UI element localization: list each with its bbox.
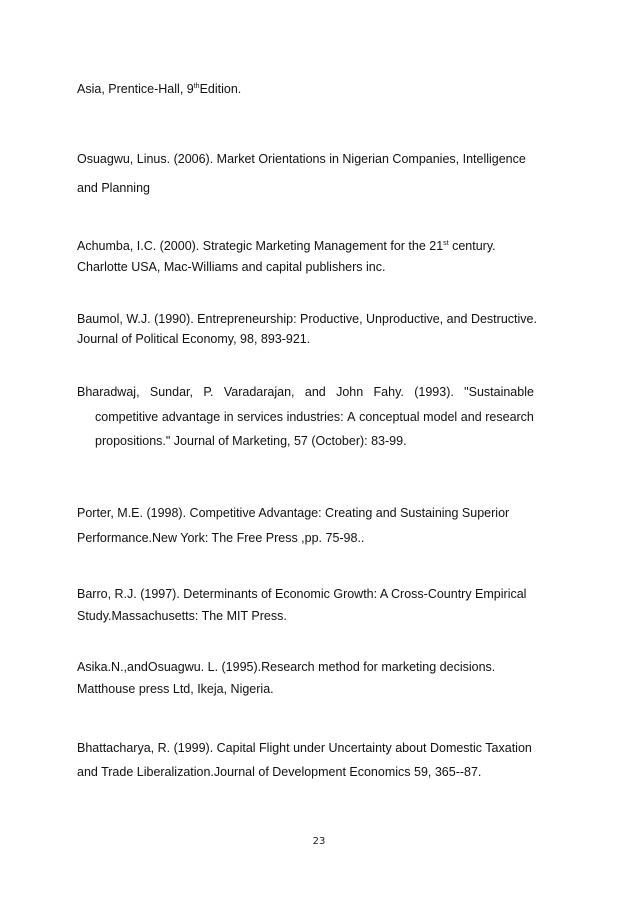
ref-text: Asia, Prentice-Hall, 9: [77, 82, 194, 96]
superscript: th: [193, 82, 200, 90]
reference-line: Performance.New York: The Free Press ,pp. 75-98..: [77, 531, 365, 545]
reference-line: [77, 384, 534, 400]
ref-word: research: [485, 410, 534, 424]
ref-text: century.: [448, 239, 496, 253]
reference-line: [77, 81, 241, 97]
ref-word: services: [237, 410, 283, 424]
reference-line: propositions." Journal of Marketing, 57 (October): 83-99.: [95, 434, 407, 448]
reference-line: and Trade Liberalization.Journal of Development Economics 59, 365--87.: [77, 765, 482, 779]
ref-word: in: [223, 410, 234, 424]
ref-word: A: [347, 410, 356, 424]
ref-word: Bharadwaj,: [77, 385, 140, 399]
reference-line: Journal of Political Economy, 98, 893-921.: [77, 332, 311, 346]
reference-line: and Planning: [77, 181, 150, 195]
ref-word: and: [460, 410, 482, 424]
ref-word: conceptual: [359, 410, 420, 424]
reference-line: Asika.N.,andOsuagwu. L. (1995).Research method for marketing decisions.: [77, 660, 496, 674]
reference-line: Matthouse press Ltd, Ikeja, Nigeria.: [77, 682, 274, 696]
ref-text: Edition.: [199, 82, 242, 96]
reference-line: Charlotte USA, Mac-Williams and capital publishers inc.: [77, 260, 386, 274]
reference-line: Barro, R.J. (1997). Determinants of Economic Growth: A Cross-Country Empirical: [77, 587, 527, 601]
reference-line: [95, 409, 534, 425]
ref-text: Achumba, I.C. (2000). Strategic Marketing Management for the 21: [77, 239, 444, 253]
ref-word: Fahy.: [373, 385, 404, 399]
reference-line: Bhattacharya, R. (1999). Capital Flight under Uncertainty about Domestic Taxation: [77, 741, 532, 755]
ref-word: P.: [203, 385, 214, 399]
ref-word: Sundar,: [149, 385, 193, 399]
ref-word: "Sustainable: [464, 385, 534, 399]
page-number: 23: [312, 836, 326, 847]
reference-line: Baumol, W.J. (1990). Entrepreneurship: Productive, Unproductive, and Destructive.: [77, 312, 537, 326]
superscript: st: [443, 239, 449, 247]
ref-word: model: [423, 410, 458, 424]
ref-word: competitive: [95, 410, 159, 424]
reference-line: Study.Massachusetts: The MIT Press.: [77, 609, 287, 623]
ref-word: and: [304, 385, 326, 399]
ref-word: industries:: [286, 410, 344, 424]
reference-line: Osuagwu, Linus. (2006). Market Orientations in Nigerian Companies, Intelligence: [77, 152, 526, 166]
ref-word: Varadarajan,: [223, 385, 295, 399]
ref-word: advantage: [161, 410, 221, 424]
ref-word: (1993).: [414, 385, 454, 399]
ref-word: John: [336, 385, 364, 399]
reference-line: Porter, M.E. (1998). Competitive Advantage: Creating and Sustaining Superior: [77, 506, 510, 520]
reference-line: [77, 238, 496, 254]
